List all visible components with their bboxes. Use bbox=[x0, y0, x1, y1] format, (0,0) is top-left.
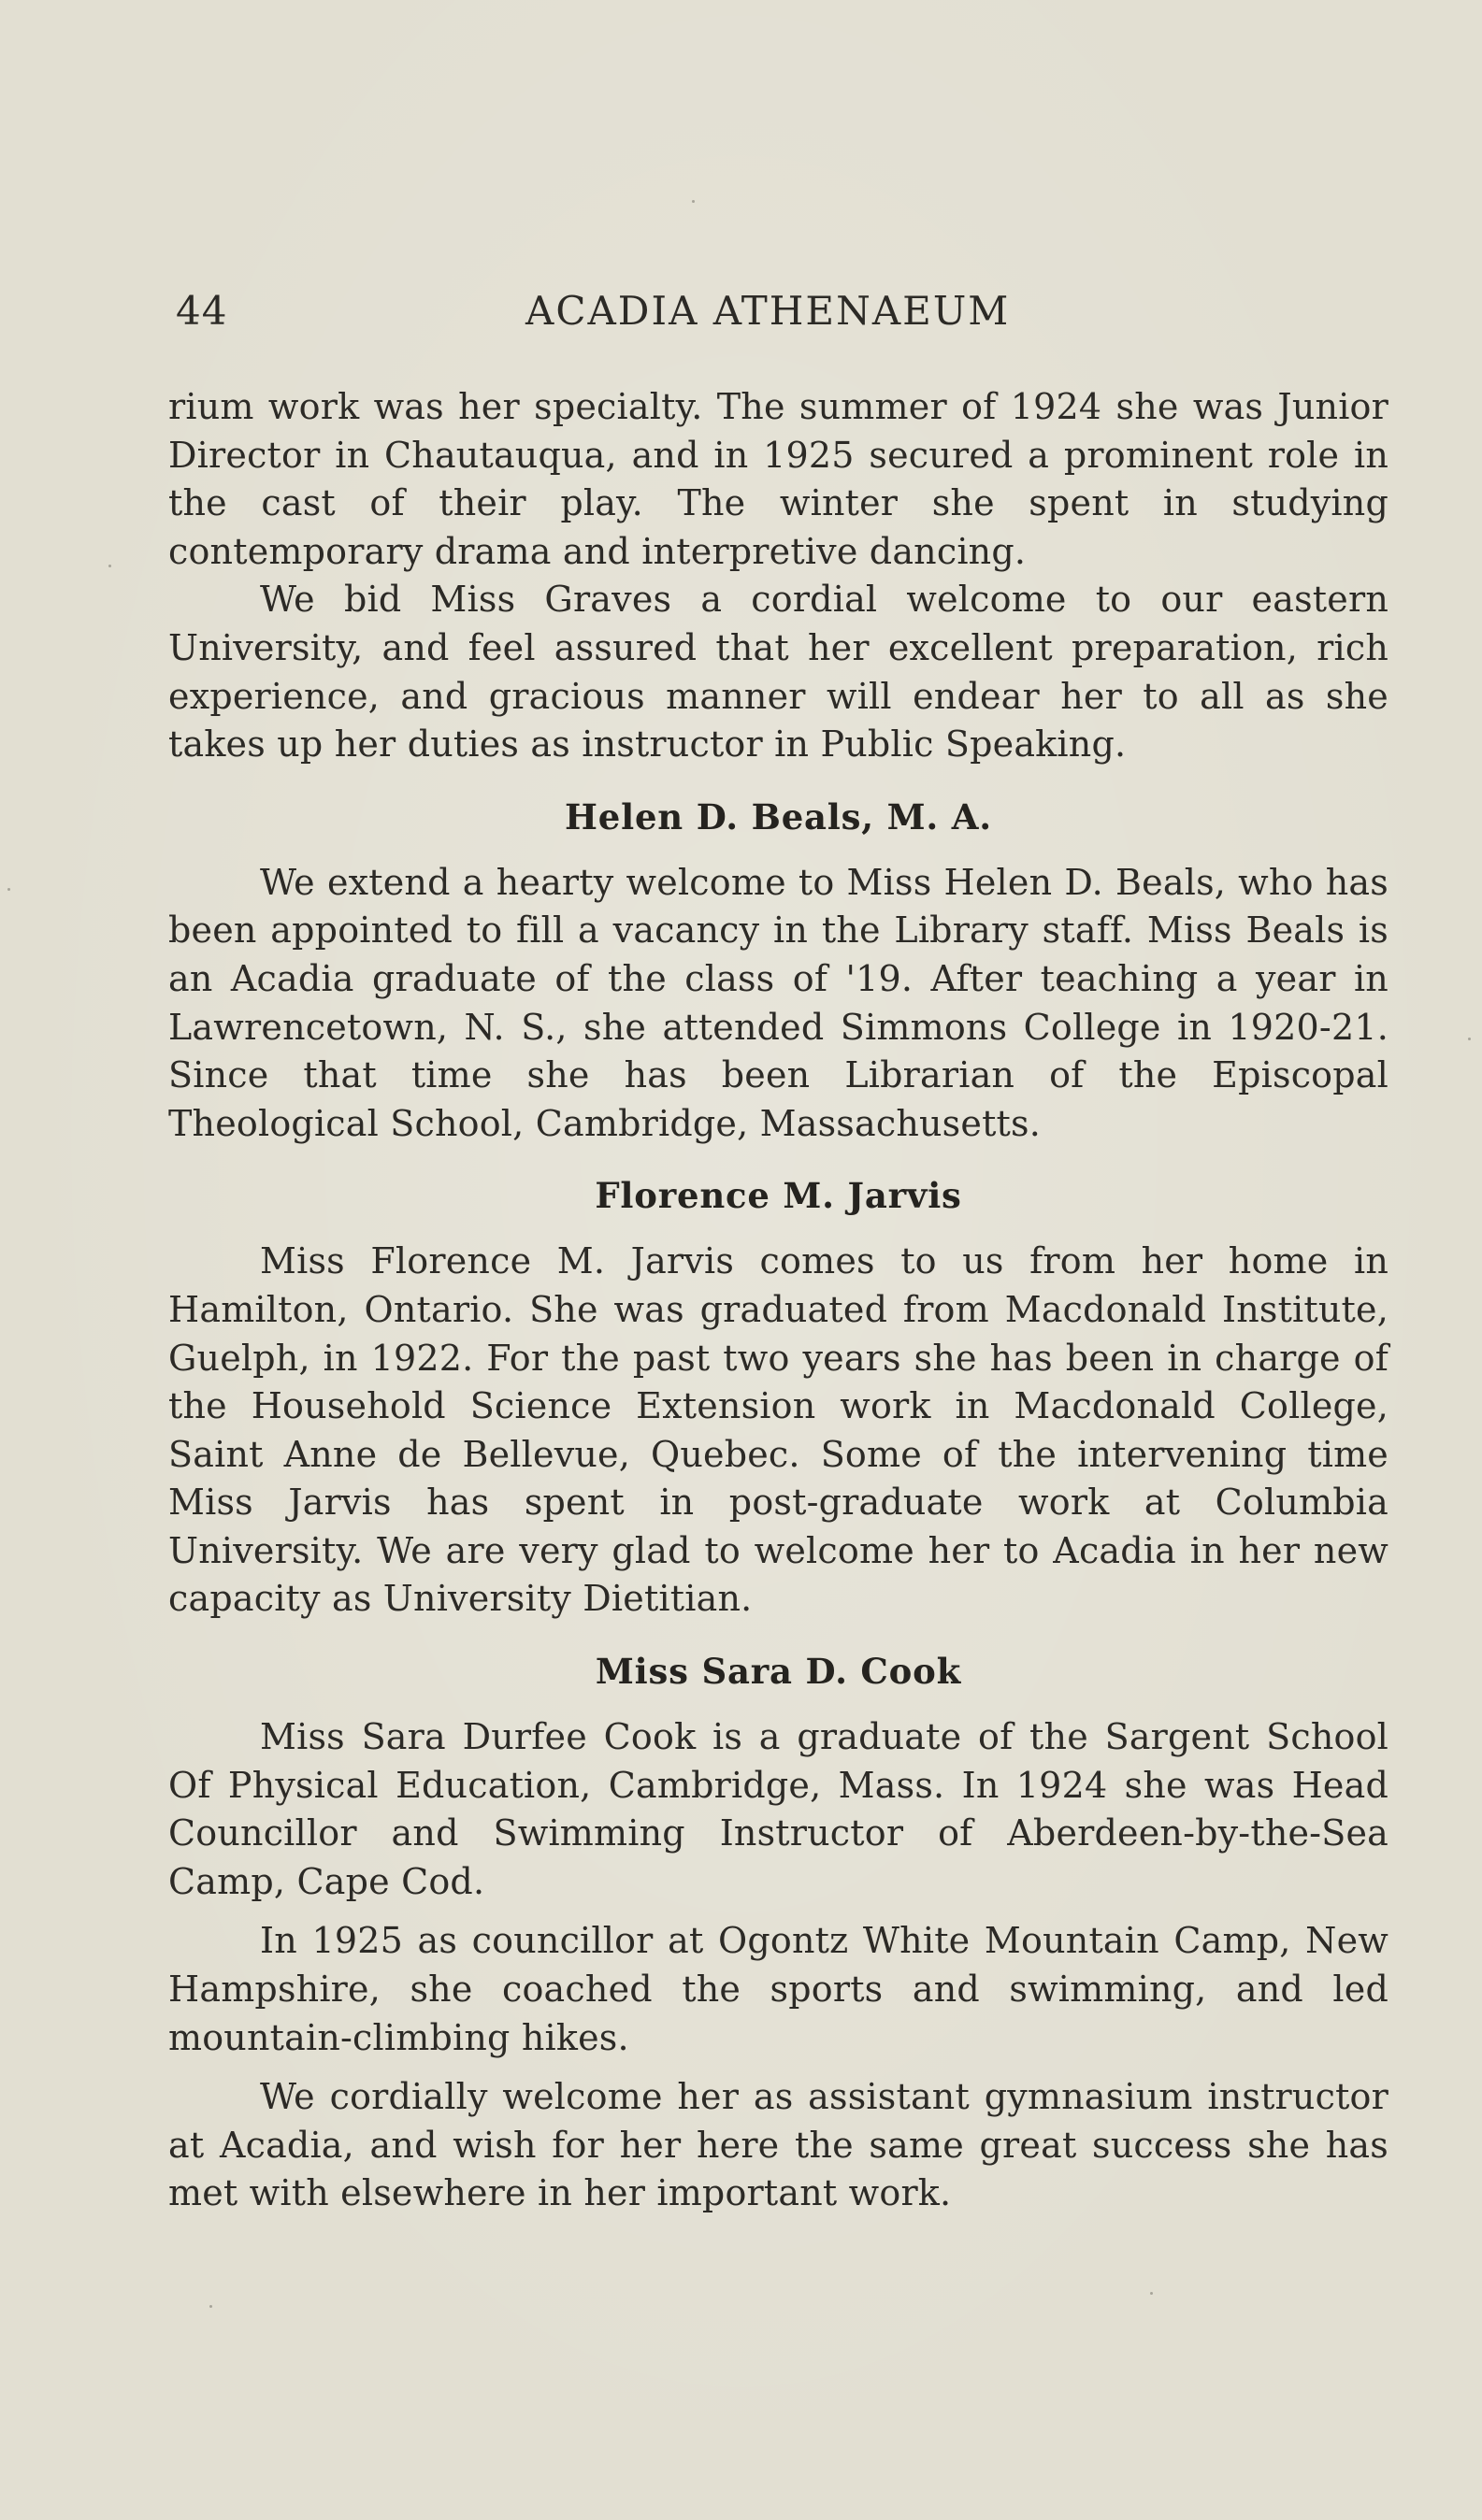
paragraph-beals-1: We extend a hearty welcome to Miss Helen D. Beals, who has been appointed to fill a vacancy in the Library staff. Miss Beals is an Acadia graduate of the class of '19. After teaching a year in Lawrencetown, N. S., she attended Simmons College in 1920-21. Since that time she has been Librarian of the Episcopal Theological School, Cambridge, Massachusetts. bbox=[168, 861, 1388, 1144]
paper-speck bbox=[209, 2305, 212, 2308]
running-title: ACADIA ATHENAEUM bbox=[525, 288, 1011, 334]
paragraph-jarvis-1: Miss Florence M. Jarvis comes to us from her home in Hamilton, Ontario. She was graduated from Macdonald Institute, Guelph, in 1922. For the past two years she has been in charge of the Household Science Extension work in Macdonald College, Saint Anne de Bellevue, Quebec. Some of the intervening time Miss Jarvis has spent in post-graduate work at Columbia University. We are very glad to welcome her to Acadia in her new capacity as University Dietitian. bbox=[168, 1240, 1388, 1620]
paragraph-gap bbox=[168, 1906, 1388, 1917]
page-number: 44 bbox=[176, 288, 228, 334]
paper-speck bbox=[108, 565, 111, 567]
paragraph-graves-2: We bid Miss Graves a cordial welcome to our eastern University, and feel assured that her excellent preparation, rich experience, and gracious manner will endear her to all as she takes up her duties as instructor in Public Speaking. bbox=[168, 579, 1388, 766]
paper-speck bbox=[1150, 2292, 1153, 2295]
section-graves-continued bbox=[168, 383, 1388, 769]
paper-speck bbox=[7, 888, 10, 891]
paper-speck bbox=[1468, 1038, 1471, 1040]
paragraph-cook-2: In 1925 as councillor at Ogontz White Mountain Camp, New Hampshire, she coached the sports and swimming, and led mountain-climbing hikes. bbox=[168, 1920, 1388, 2058]
paper-speck bbox=[692, 200, 695, 203]
paragraph-graves-1: rium work was her specialty. The summer of 1924 she was Junior Director in Chautauqua, and in 1925 secured a prominent role in the cast of their play. The winter she spent in studying contemporary drama and interpretive dancing. bbox=[168, 386, 1388, 572]
section-heading-beals: Helen D. Beals, M. A. bbox=[565, 795, 992, 838]
running-head bbox=[176, 288, 1045, 340]
section-beals bbox=[168, 794, 1388, 1149]
section-heading-cook: Miss Sara D. Cook bbox=[595, 1651, 962, 1693]
section-cook bbox=[168, 1648, 1388, 2218]
section-heading-jarvis: Florence M. Jarvis bbox=[595, 1175, 962, 1217]
paragraph-gap bbox=[168, 2062, 1388, 2073]
paragraph-cook-3: We cordially welcome her as assistant gymnasium instructor at Acadia, and wish for her here the same great success she has met with elsewhere in her important work. bbox=[168, 2076, 1388, 2214]
paragraph-cook-1: Miss Sara Durfee Cook is a graduate of the Sargent School Of Physical Education, Cambridge, Mass. In 1924 she was Head Councillor and Swimming Instructor of Aberdeen-by-the-Sea Camp, Cape Cod. bbox=[168, 1716, 1388, 1902]
section-jarvis bbox=[168, 1172, 1388, 1624]
article-body bbox=[168, 383, 1388, 2218]
